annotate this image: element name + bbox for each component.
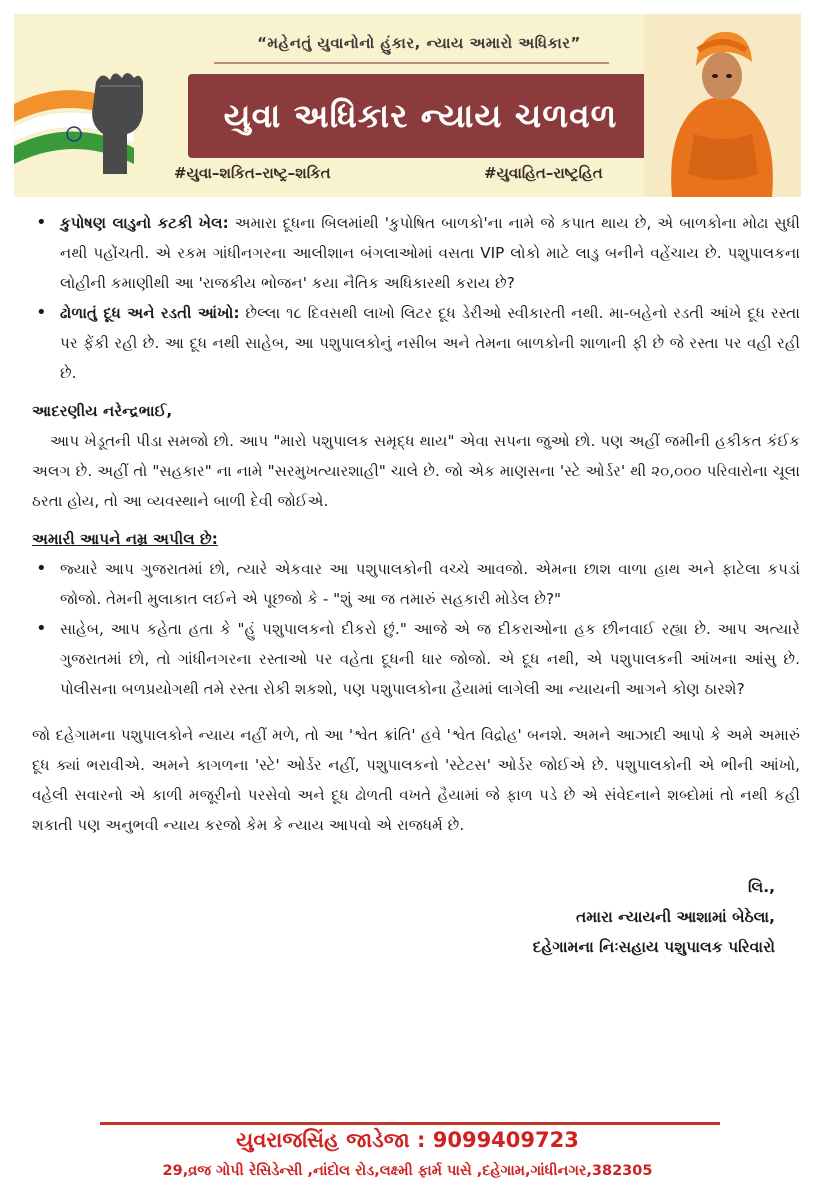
appeal-list — [32, 554, 800, 704]
list-item — [32, 208, 800, 298]
salutation: આદરણીય નરેન્દ્રભાઈ, — [32, 402, 173, 420]
list-item: • જ્યારે આપ ગુજરાતમાં છો, ત્યારે એકવાર આ પશુપાલકોની વચ્ચે આવજો. એમના છાશ વાળા હાથ અને ફાટેલા કપડાં જોજો. તેમની મુલાકાત લઈને એ પૂછજો કે - "શું આ જ તમારું સહકારી મોડેલ છે?" — [32, 554, 800, 614]
contact-name-phone: યુવરાજસિંહ જાડેજા : 9099409723 — [236, 1128, 579, 1152]
bullet-lead: કુપોષણ લાડુનો કટકી ખેલ: — [60, 214, 229, 232]
signoff-block — [533, 872, 775, 962]
signoff-line-2: તમારા ન્યાયની આશામાં બેઠેલા, — [575, 908, 775, 926]
list-item — [32, 298, 800, 388]
footer-divider — [100, 1122, 720, 1125]
bullet-lead: ઢોળાતું દૂધ અને રડતી આંખો: — [60, 304, 240, 322]
bullet-text: છેલ્લા ૧૮ દિવસથી લાખો લિટર દૂધ ડેરીઓ સ્વીકારતી નથી. મા-બહેનો રડતી આંખે દૂધ રસ્તા પર ફેંકી રહી છે. આ દૂધ નથી સાહેબ, આ પશુપાલકોનું નસીબ અને તેમના બાળકોની શાળાની ફી છે જે રસ્તા પર વહી રહી છે. — [60, 304, 800, 382]
bullet-text: અમારા દૂધના બિલમાંથી 'કુપોષિત બાળકો'ના નામે જે કપાત થાય છે, એ બાળકોના મોઢા સુધી નથી પહોંચતી. એ રકમ ગાંધીનગરના આલીશાન બંગલાઓમાં વસતા VIP લોકો માટે લાડુ બનીને વહેંચાય છે. પશુપાલકના લોહીની કમાણીથી આ 'રાજકીય ભોજન' કયા નૈતિક અધિકારથી કરાય છે? — [60, 214, 800, 292]
appeal-heading: અમારી આપને નમ્ર અપીલ છે: — [32, 530, 218, 548]
hashtag-left: #યુવા–શકિત–રાષ્ટ્ર–શકિત — [174, 164, 331, 182]
contact-address: 29,વ્રજ ગોપી રેસિડેન્સી ,નાંદોલ રોડ,લક્ષ્મી ફાર્મ પાસે ,દહેગામ,ગાંધીનગર,382305 — [162, 1163, 653, 1179]
movement-title: યુવા અધિકાર ન્યાય ચળવળ — [223, 96, 618, 135]
tagline-divider — [214, 62, 609, 64]
hashtag-right: #યુવાહિત–રાષ્ટ્રહિત — [484, 164, 603, 182]
issues-list — [32, 208, 800, 388]
main-paragraph: આપ ખેડૂતની પીડા સમજો છો. આપ "મારો પશુપાલક સમૃદ્ધ થાય" એવા સપના જુઓ છો. પણ અહીં જમીની હકીકત કંઈક અલગ છે. અહીં તો "સહકાર" ના નામે "સરમુખત્યારશાહી" ચાલે છે. જો એક માણસના 'સ્ટે ઓર્ડર' થી ૨૦,૦૦૦ પરિવારોના ચૂલા ઠરતા હોય, તો આ વ્યવસ્થાને બાળી દેવી જોઈએ. — [32, 432, 800, 510]
list-item: • સાહેબ, આપ કહેતા હતા કે "હું પશુપાલકનો દીકરો છું." આજે એ જ દીકરાઓના હક છીનવાઈ રહ્યા છે. આપ અત્યારે ગુજરાતમાં છો, તો ગાંધીનગરના રસ્તાઓ પર વહેતા દૂધની ધાર જોજો. એ દૂધ નથી, એ પશુપાલકની આંખના આંસુ છે. પોલીસના બળપ્રયોગથી તમે રસ્તા રોકી શકશો, પણ પશુપાલકોના હૈયામાં લાગેલી આ ન્યાયની આગને કોણ ઠારશે? — [32, 614, 800, 704]
letter-body — [32, 208, 800, 840]
movement-title-box — [188, 74, 653, 158]
tagline: “મહેનતું યુવાનોનો હુંકાર, ન્યાય અમારો અધિકાર” — [257, 34, 581, 52]
header-banner — [14, 14, 801, 197]
signoff-line-1: લિ., — [748, 878, 775, 896]
closing-paragraph: જો દહેગામના પશુપાલકોને ન્યાય નહીં મળે, તો આ 'શ્વેત ક્રાંતિ' હવે 'શ્વેત વિદ્રોહ' બનશે. અમને આઝાદી આપો કે અમે અમારું દૂધ ક્યાં ભરાવીએ. અમને કાગળના 'સ્ટે' ઓર્ડર નહીં, પશુપાલકનો 'સ્ટેટસ' ઓર્ડર જોઈએ છે. પશુપાલકોની એ ભીની આંખો, વહેલી સવારનો એ કાળી મજૂરીનો પરસેવો અને દૂધ ઢોળતી વખતે હૈયામાં જે ફાળ પડે છે એ સંવેદનાને શબ્દોમાં તો નથી કહી શકાતી પણ અનુભવી ન્યાય કરજો કેમ કે ન્યાય આપવો એ રાજધર્મ છે. — [32, 726, 800, 834]
tricolor-fist-emblem-icon — [14, 64, 174, 194]
saint-portrait-icon — [644, 14, 801, 197]
signoff-line-3: દહેગામના નિઃસહાય પશુપાલક પરિવારો — [532, 938, 775, 956]
